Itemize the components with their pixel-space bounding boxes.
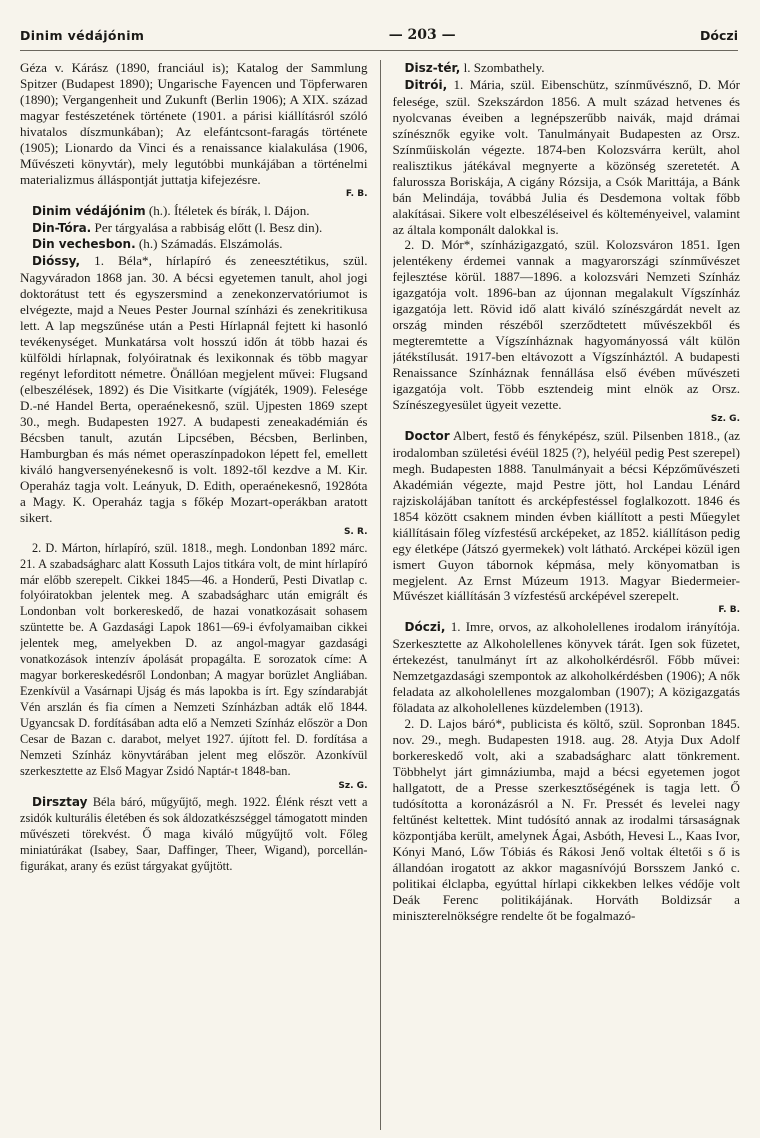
entry-text: 1. Imre, orvos, az alkoholellenes irodalom irányítója. Szerkesztette az Alkoholellenes könyvek tárát. Igen sok füzetet, értekezést, tanulmányt írt az alkoholkérdésről. Főbb művei: Nemzetgazdasági szempontok az alkoholkérdésben (1906); A nők feladata az alkoholellenes mozgalomban (1907); A közigazgatás föladata az alkoholellenes küzdelemben (1913). [392, 619, 740, 716]
entry-text: Per tárgyalása a rabbiság előtt (l. Besz din). [94, 219, 323, 235]
entry-headword: Disz-tér, [404, 61, 461, 75]
entry-din-tora [20, 220, 368, 237]
entry-headword: Din-Tóra. [32, 220, 92, 235]
author-signature: F. B. [718, 605, 740, 616]
running-head-right: Dóczi [700, 27, 738, 43]
entry-doctor [393, 428, 741, 619]
right-column [393, 60, 741, 1130]
entry-diossy [20, 253, 368, 540]
entry-headword: Ditrói, [404, 77, 448, 92]
entry-text: l. Szombathely. [463, 60, 545, 75]
entry-disz-ter [393, 60, 741, 77]
author-signature: Sz. G. [338, 780, 368, 791]
entry-text: (h.) Számadás. Elszámolás. [138, 236, 283, 252]
author-signature: F. B. [345, 188, 368, 199]
entry-text: 1. Mária, szül. Eibenschütz, színművésznő, D. Mór felesége, szül. Szekszárdon 1856. A mult század hetvenes és nyolcvanas éveiben a legnépszerűbb naivák, majd drámai színésznők egyike volt. Tanulmányait Budapesten az Orsz. Színműiskolán végezte. 1874-ben Kolozsvárra került, ahol realisztikus játékával megnyerte a közönség szeretetét. A falurossza Boriskája, A cigány Rózsija, a Csók Marittája, a Bánk bán Melindája, továbbá Julia és Desdemona voltak főbb alakításai. Sikere volt elbeszéléseivel és költeményeivel, valamint az általa komponált dalokkal is. [392, 76, 740, 237]
two-column-body [20, 60, 740, 1130]
entry-ditroi [393, 77, 741, 238]
entry-dirsztay [20, 795, 368, 875]
entry-doczi [393, 619, 741, 716]
left-column [20, 60, 368, 1130]
entry-diossy-marton [20, 541, 368, 795]
column-divider [380, 60, 381, 1130]
entry-headword: Dirsztay [32, 794, 88, 809]
entry-continuation [20, 60, 368, 203]
running-head-left: Dinim védájónim [20, 27, 145, 43]
entry-doczi-lajos [393, 716, 741, 923]
entry-ditroi-mor [393, 237, 741, 427]
page-header [20, 20, 738, 51]
entry-headword: Dióssy, [32, 254, 81, 269]
entry-text: 2. D. Lajos báró*, publicista és költő, szül. Sopronban 1845. nov. 29., megh. Budapesten 1918. aug. 28. Atyja Dux Adolf borkereskedő volt, aki a szabadságharc alatt tönkrement. Többhelyt járt gimnáziumba, majd a bécsi egyetemen jogot hallgatott, de a Presse szerkesztőségének is tagja lett. Ő tudósította a koronázásról a N. Fr. Pressét és levelei nagy feltűnést keltettek. Mint tudósító annak az irodalmi társaságnak központjába került, amelynek Ágai, Asbóth, Hevesi L., Kaas Ivor, Kónyi Manó, Lőw Tóbiás és Rákosi Jenő voltak éltetői s ő is állandóan irogatott az akkor magasnívójú Borsszem Jankó c. politikai élclapba, egyúttal hírlapi cikkekben lelkes védője volt Deák Ferenc politikájának. Horváth Boldizsár a miniszterelnökségre rendelte őt be fogalmazó- [392, 716, 740, 923]
entry-text: 2. D. Mór*, színházigazgató, szül. Kolozsváron 1851. Igen jelentékeny érdemei vannak a magyarországi színművészet fejlesztése körül. 1887—1896. a kolozsvári Nemzeti Színház igazgatója volt. 1896-ban az újonnan megalakult Vígszínház igazgatója lett. Rövid idő alatt kiváló színészgárdát nevelt az ország minden részéből szerződtetett művészekből és megteremtette a Vígszínháznak hagyományossá vált külön játékstílusát. 1917-ben eltávozott a Vígszínháztól. A budapesti Renaissance Színháznak fennállása első évében művészeti igazgatója volt. Több esztendeig mint elnök az Orsz. Színészegyesület ügyeit vezette. [392, 237, 740, 413]
entry-text: 1. Béla*, hírlapíró és zeneesztétikus, szül. Nagyváradon 1868 jan. 30. A bécsi egyetemen tanult, ahol jogi doktorátust tett és egyszersmind a zenekonzervatóriumot is elvégezte, majd a Neues Pester Journal színházi és zenekritikusa lett. A lap megszűnése után a Pesti Hírlapnál fejtett ki hasonló tevékenységet. Munkatársa volt hosszú időn át több hazai és külföldi hírlapnak, folyóiratnak és lexikonnak és több magyar regényt leforditott németre. Önállóan megjelent művei: Flugsand (elbeszélések, 1892) és Die Visitkarte (vígjáték, 1909). Felesége D.-né Handel Berta, operaénekesnő, szül. Ujpesten 1869 szept 30., megh. Budapesten 1927. A budapesti zeneakadémián és Bécsben tanult, azután Lipcsében, Bécsben, Berlinben, Hamburgban és más német operaszínpadokon lépett fel, emellett kiváló hangversenyénekesnő is volt. 1892-től kezdve a M. Kir. Operaház tagja volt. Leányuk, D. Edith, operaénekesnő, 1928óta a Magy. K. Operaház tagja s főkép Mozart-operákban aratott sikert. [20, 253, 368, 525]
entry-headword: Din vechesbon. [32, 237, 136, 252]
entry-headword: Dóczi, [404, 620, 446, 635]
page-number: — 203 — [388, 27, 456, 43]
entry-dinim-vedajonim [20, 203, 368, 220]
entry-text: Albert, festő és fényképész, szül. Pilsenben 1818., (az irodalomban születési évéül 1825 (?), helyéül pedig Pest szerepel) megh. Budapesten 1888. Tanulmányait a bécsi Képzőművészeti Akadémián végezte, majd Pestre jött, hol Landau Lénárd rajziskolájában tanított és arcképfestéssel foglalkozott. 1846 és 1854 között csaknem minden évben kiállított a pesti Műegylet kiállításain főleg vízfestésű arcképeket, az 1852. kiállításon pedig egy életképe (Játszó gyermekek) volt látható. Arcképei közül igen ismert Guyon tábornok képmása, mely könyomatban is megjelent. Az Ernst Múzeum 1913. Magyar Biedermeier-Művészet kiállításán 3 vízfestésű arcképével szerepelt. [392, 427, 740, 604]
entry-din-vechesbon [20, 236, 368, 253]
entry-text: Géza v. Kárász (1890, franciául is); Katalog der Sammlung Spitzer (Budapest 1890); Ungarische Fayencen und Töpferwaren (1890); Vergangenheit und Zukunft (Berlin 1906); A XIX. század magyar festészetének története (1901. a párisi kiállításról szóló hivatalos díszmunkában); Az elefántcsont-faragás története (1905); Lionardo da Vinci és a renaissance kialakulása (1906, Művészeti könyvtár), mely legutóbbi munkájában a történelmi materializmus álláspontját juttatja kifejezésre. [20, 60, 368, 187]
entry-text: (h.). Ítéletek és bírák, l. Dájon. [148, 202, 310, 218]
entry-headword: Dinim védájónim [32, 203, 146, 218]
entry-text: Béla báró, műgyűjtő, megh. 1922. Élénk részt vett a zsidók kulturális életében és sok áldozatkészséggel támogatott minden művészeti törekvést. Ő maga kiváló műgyűjtő volt. Főleg miniatúrákat (Isabey, Saar, Daffinger, Theer, Wigand), porcellán-figurákat, arany és ezüst tárgyakat gyűjtött. [20, 794, 368, 873]
entry-text: 2. D. Márton, hírlapíró, szül. 1818., megh. Londonban 1892 márc. 21. A szabadságharc alatt Kossuth Lajos titkára volt, de mint hírlapíró már előbb szerepelt. Cikkei 1845—46. a Honderű, Pesti Divatlap c. folyóiratokban jelentek meg. A szabadságharc után emigrált és Londonban volt borkereskedő, de hazai vonatkozásait sohasem szüntette be. A Gazdasági Lapok 1861—69-i évfolyamaiban cikkei jelentek meg, amelyekben D. az angol-magyar gazdasági vonatkozások intenzív ápolását propagálta. E sorozatok címe: A magyar borkereskedésről Londonban; A magyar borüzlet Angliában. Ezenkívül a Vasárnapi Ujság és más lapokba is írt. Egy színdarabját Vén arszlán és fia címen a Nemzeti Színházban adták elő 1844. Ugyancsak D. fordításában adta elő a Nemzeti Színház először a Don Cesar de Bazan c. darabot, melyet 1927. újított fel. D. fordítása a Nemzeti Színház könyvtárában jelent meg először. Azonkívül szerkesztette az Első Magyar Zsidó Naptár-t 1848-ban. [20, 540, 368, 778]
author-signature: S. R. [343, 526, 368, 537]
author-signature: Sz. G. [710, 413, 740, 424]
entry-headword: Doctor [404, 428, 450, 443]
